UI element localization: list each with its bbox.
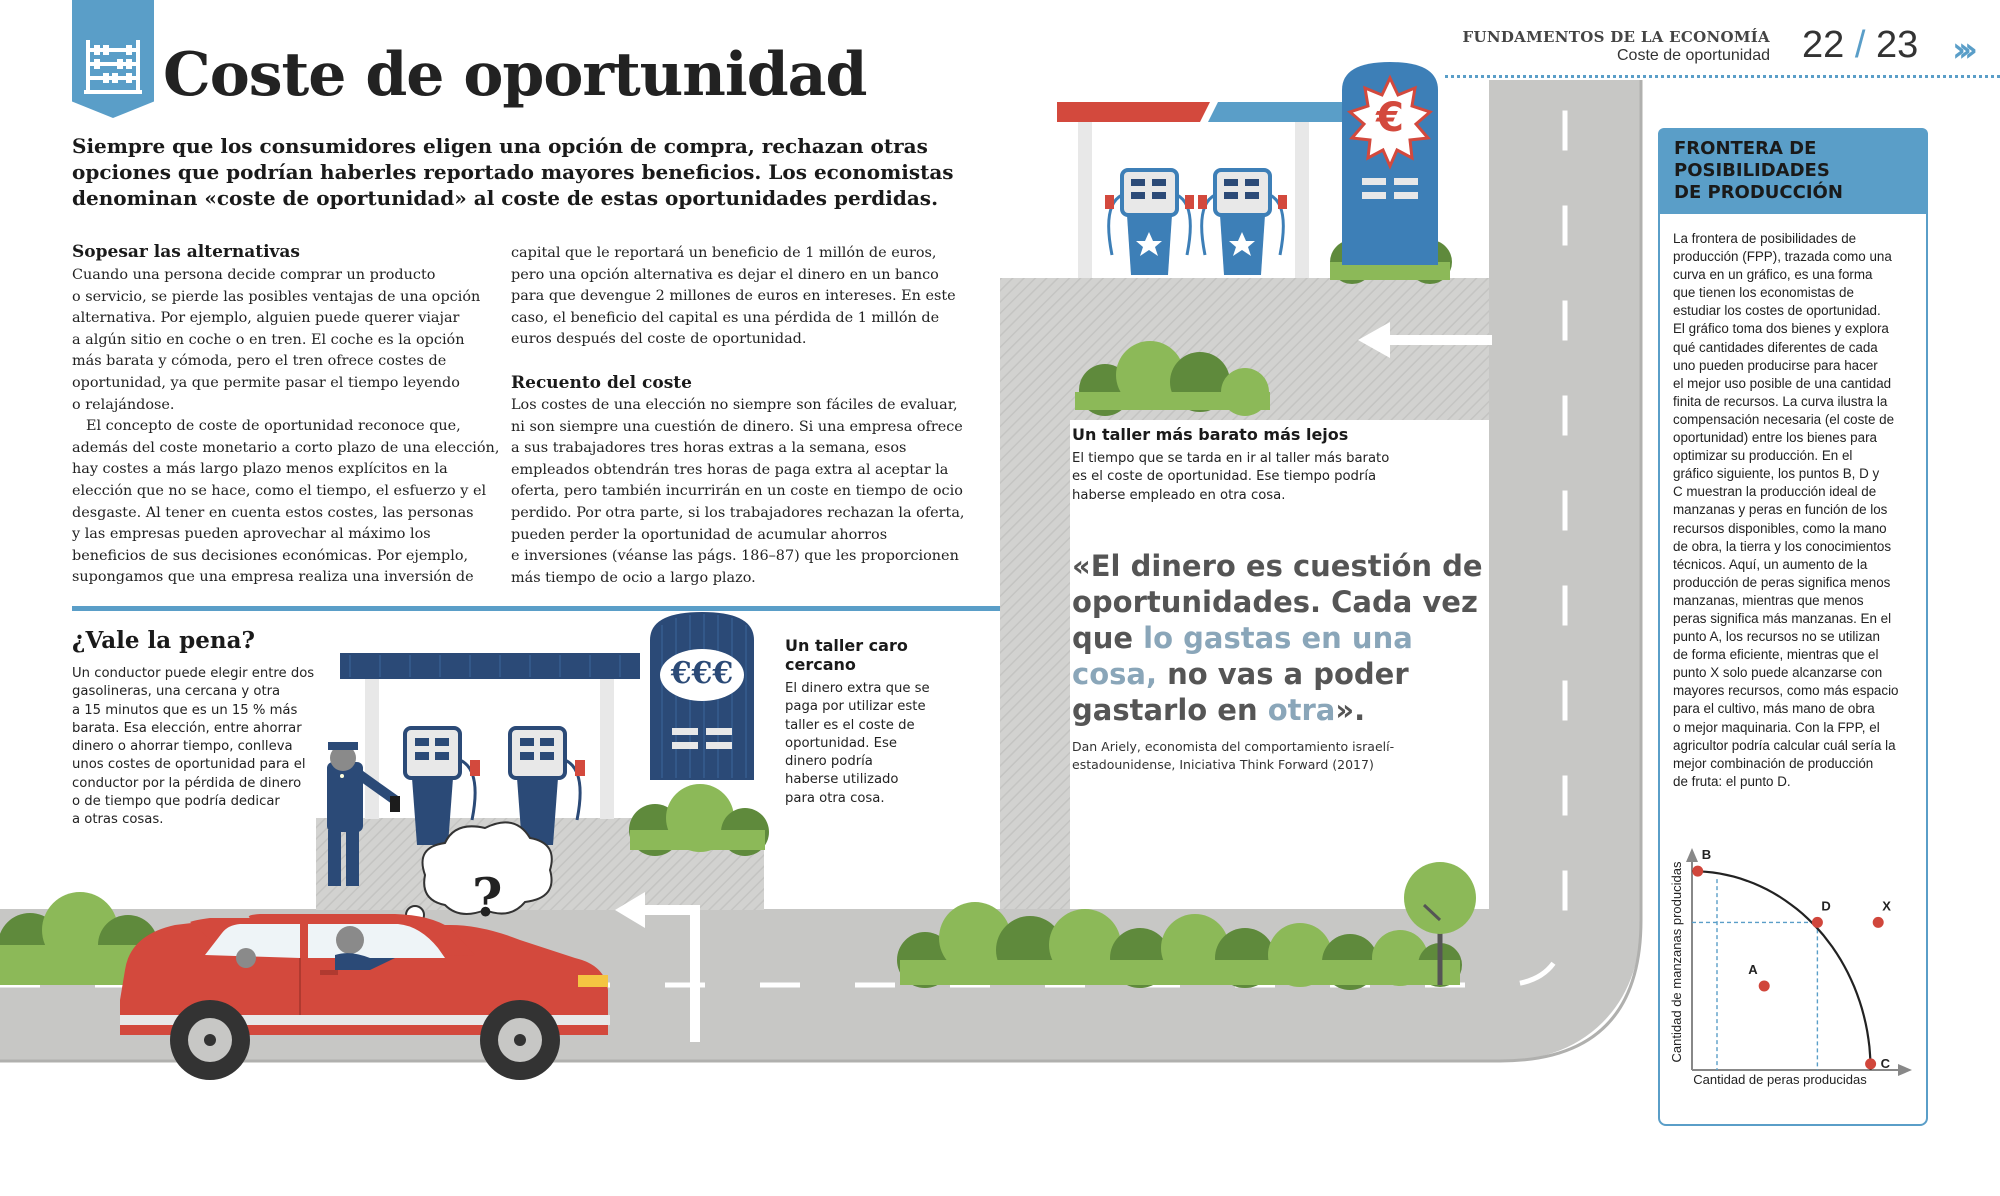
far-station-sign: € [1376,95,1404,141]
text-line: supongamos que una empresa realiza una inversión de [72,569,474,586]
quote-segment: gastarlo en [1072,693,1268,727]
text-line: recursos disponibles, como la mano [1673,520,1887,536]
title-line: DE PRODUCCIÓN [1674,182,1843,203]
quote-segment: que [1072,621,1144,655]
text-line: a sus trabajadores tres horas extras a la semana, esos [511,440,907,457]
text-line: hay costes a más largo plazo menos explícitos en la [72,461,448,478]
near-station-heading [785,636,908,674]
quote-segment: oportunidades. Cada vez [1072,585,1478,619]
chevrons-icon: ››› [1952,30,1971,70]
text-line: producción de peras significa menos [1673,574,1891,590]
text-line: curva en un gráfico, es una forma [1673,267,1873,283]
text-line: gasolineras, una cercana y otra [72,684,281,700]
text-line: alternativa. Por ejemplo, alguien puede querer viajar [72,310,460,327]
ppf-curve [1692,871,1871,1070]
text-line: agricultor podría calcular cuál sería la [1673,737,1896,753]
page-title: Coste de oportunidad [163,40,867,110]
intro-line: opciones que podrían haberles reportado mayores beneficios. Los economistas [72,160,954,184]
text-line: haberse empleado en otra cosa. [1072,487,1286,503]
text-line: o servicio, se pierde las posibles ventajas de una opción [72,288,481,305]
quote-highlight: cosa, [1072,657,1157,691]
ppf-point-label: B [1701,847,1712,863]
far-station-text [1072,450,1389,505]
page-number-left: 22 [1802,24,1845,66]
text-line: que tienen los economistas de [1673,285,1854,301]
text-line: técnicos. Aquí, un aumento de la [1673,556,1868,572]
text-line: optimizar su producción. En el [1673,448,1853,464]
text-line: de obra, la tierra y los conocimientos [1673,538,1892,554]
ppf-point-a [1759,980,1770,991]
text-line: taller es el coste de [785,717,915,733]
text-line: mejor combinación de producción [1673,755,1874,771]
text-line: qué cantidades diferentes de cada [1673,339,1878,355]
text-line: de fruta: el punto D. [1673,773,1791,789]
heading-line: Un taller caro [785,636,908,655]
text-line: elección que no se hace, como el tiempo, el esfuerzo y el [72,482,487,499]
text-line: punto A, los recursos no se utilizan [1673,629,1880,645]
text-line: El dinero extra que se [785,681,930,696]
text-line: ni son siempre una cuestión de dinero. Si una empresa ofrece [511,418,963,435]
text-line: desgaste. Al tener en cuenta estos costes, las personas [72,504,474,521]
text-line: empleados obtendrán tres horas de paga extra al aceptar la [511,461,949,478]
text-line: y las empresas pueden aprovechar al máximo los [72,526,431,543]
bushes-near-station [629,784,769,856]
text-line: dinero o ahorrar tiempo, conlleva [72,739,293,755]
text-line: capital que le reportará un beneficio de 1 millón de euros, [511,245,937,261]
text-line: a 15 minutos que es un 15 % más [72,702,298,718]
text-line: más barata y cómoda, pero el tren ofrece costes de [72,353,447,370]
quote-segment: «El dinero es cuestión de [1072,549,1483,583]
heading-sopesar: Sopesar las alternativas [72,242,300,262]
y-axis-arrow [1686,848,1698,862]
text-line: o relajándose. [72,396,175,413]
attribution-line: Dan Ariely, economista del comportamiento israelí- [1072,739,1395,754]
text-line: finita de recursos. La curva ilustra la [1673,393,1888,409]
text-line: haberse utilizado [785,772,899,788]
text-line: caso, el beneficio del capital es una pérdida de 1 millón de [511,309,940,326]
text-line: manzanas, mientras que menos [1673,592,1864,608]
text-line: barata. Esa elección, entre ahorrar [72,720,302,736]
text-line: para el cultivo, más mano de obra [1673,701,1875,717]
quote-line [1072,692,1432,728]
text-line: El gráfico toma dos bienes y explora [1673,321,1889,337]
text-line: más tiempo de ocio a largo plazo. [511,569,756,586]
text-line: uno pueden producirse para hacer [1673,357,1878,373]
text-line: para que devengue 2 millones de euros en intereses. En este [511,288,956,305]
intro-line: denominan «coste de oportunidad» al coste de estas oportunidades perdidas. [72,186,939,210]
text-line: C muestran la producción ideal de [1673,484,1877,500]
quote-highlight: lo gastas en una [1143,621,1413,655]
text-line: mayores recursos, como más espacio [1673,683,1899,699]
text-line: peras significa más manzanas. En el [1673,610,1892,626]
title-line: FRONTERA DE [1674,138,1817,159]
text-line: además del coste monetario a corto plazo de una elección, [72,439,500,456]
sidebar-text [1673,230,1899,791]
quote-segment: ». [1335,693,1366,727]
text-line: oportunidad) entre los bienes para [1673,430,1877,446]
text-line: pero una opción alternativa es dejar el dinero en un banco [511,266,939,283]
text-line: Cuando una persona decide comprar un producto [72,267,436,283]
text-line: unos costes de oportunidad para el [72,757,306,773]
near-station-text [785,680,930,808]
ppf-axes [1686,848,1912,1076]
heading-recuento: Recuento del coste [511,373,692,393]
page-separator: / [1854,24,1866,66]
ppf-x-axis-label: Cantidad de peras producidas [1693,1072,1867,1087]
quote-line [1072,548,1483,584]
ppf-chart [1662,840,1924,1100]
vale-text [72,665,314,830]
text-line: beneficios de sus decisiones económicas. Por ejemplo, [72,547,469,564]
text-line: pueden perder la oportunidad de acumular ahorros [511,526,888,543]
quote-attribution [1072,738,1394,774]
text-line: conductor por la pérdida de dinero [72,775,302,791]
text-line: el mejor uso posible de una cantidad [1673,375,1892,391]
page-number-right: 23 [1875,24,1919,66]
text-line: o de tiempo que podría dedicar [72,794,280,810]
ppf-point-b [1692,866,1703,877]
quote-line [1072,620,1432,656]
heading-line: cercano [785,655,856,674]
far-station-heading: Un taller más barato más lejos [1072,425,1349,444]
text-line: oportunidad, ya que permite pasar el tiempo leyendo [72,374,460,391]
text-line: a otras cosas. [72,812,164,828]
text-line: euros después del coste de oportunidad. [511,331,807,348]
quote-highlight: otra [1267,693,1336,727]
ppf-point-label: A [1748,961,1758,977]
text-line: es el coste de oportunidad. Ese tiempo podría [1072,469,1377,485]
text-line: de forma eficiente, mientras que el [1673,647,1879,663]
text-line: paga por utilizar este [785,699,926,715]
pull-quote [1072,548,1483,728]
x-axis-arrow [1898,1064,1912,1076]
ppf-point-label: C [1880,1055,1890,1071]
series-title: FUNDAMENTOS DE LA ECONOMÍA [1462,28,1770,46]
text-line: compensación necesaria (el coste de [1673,411,1895,427]
quote-segment: no vas a poder [1156,657,1409,691]
text-line: para otra cosa. [785,790,885,806]
ppf-point-label: D [1821,898,1831,914]
ppf-points [1692,847,1891,1071]
sidebar-title [1674,138,1843,204]
near-station-sign: €€€ [670,656,734,691]
text-line: manzanas y peras en función de los [1673,502,1888,518]
ppf-point-label: X [1882,898,1891,914]
text-line: e inversiones (véanse las págs. 186–87) que les proporcionen [511,548,959,565]
question-mark: ? [472,868,503,929]
attribution-line: estadounidense, Iniciativa Think Forward (2017) [1072,757,1374,772]
ppf-y-axis-label: Cantidad de manzanas producidas [1669,861,1684,1063]
quote-line [1072,584,1478,620]
text-line: oportunidad. Ese [785,735,898,751]
ppf-point-c [1865,1058,1876,1069]
text-line: estudiar los costes de oportunidad. [1673,303,1881,319]
running-subtitle: Coste de oportunidad [1617,47,1770,64]
quote-line [1072,656,1432,692]
text-line: Un conductor puede elegir entre dos [72,666,315,681]
text-line: El concepto de coste de oportunidad reconoce que, [86,418,461,435]
ppf-point-x [1873,917,1884,928]
title-line: POSIBILIDADES [1674,160,1830,181]
text-line: punto X solo puede alcanzarse con [1673,665,1883,681]
text-line: El tiempo que se tarda en ir al taller más barato [1072,451,1390,466]
text-line: o mejor maquinaria. Con la FPP, el [1673,719,1880,735]
text-line: La frontera de posibilidades de [1673,231,1857,246]
text-line: producción (FPP), trazada como una [1673,249,1892,265]
heading-vale-la-pena: ¿Vale la pena? [72,627,255,654]
text-line: Los costes de una elección no siempre son fáciles de evaluar, [511,397,958,413]
ppf-point-d [1812,917,1823,928]
text-line: dinero podría [785,754,873,770]
text-line: oferta, pero también incurrirán en un coste en tiempo de ocio [511,483,963,500]
intro-line: Siempre que los consumidores eligen una opción de compra, rechazan otras [72,134,928,158]
text-line: gráfico siguiente, los puntos B, D y [1673,466,1880,482]
text-line: perdido. Por otra parte, si los trabajadores rechazan la oferta, [511,504,965,521]
text-line: a algún sitio en coche o en tren. El coche es la opción [72,331,465,348]
